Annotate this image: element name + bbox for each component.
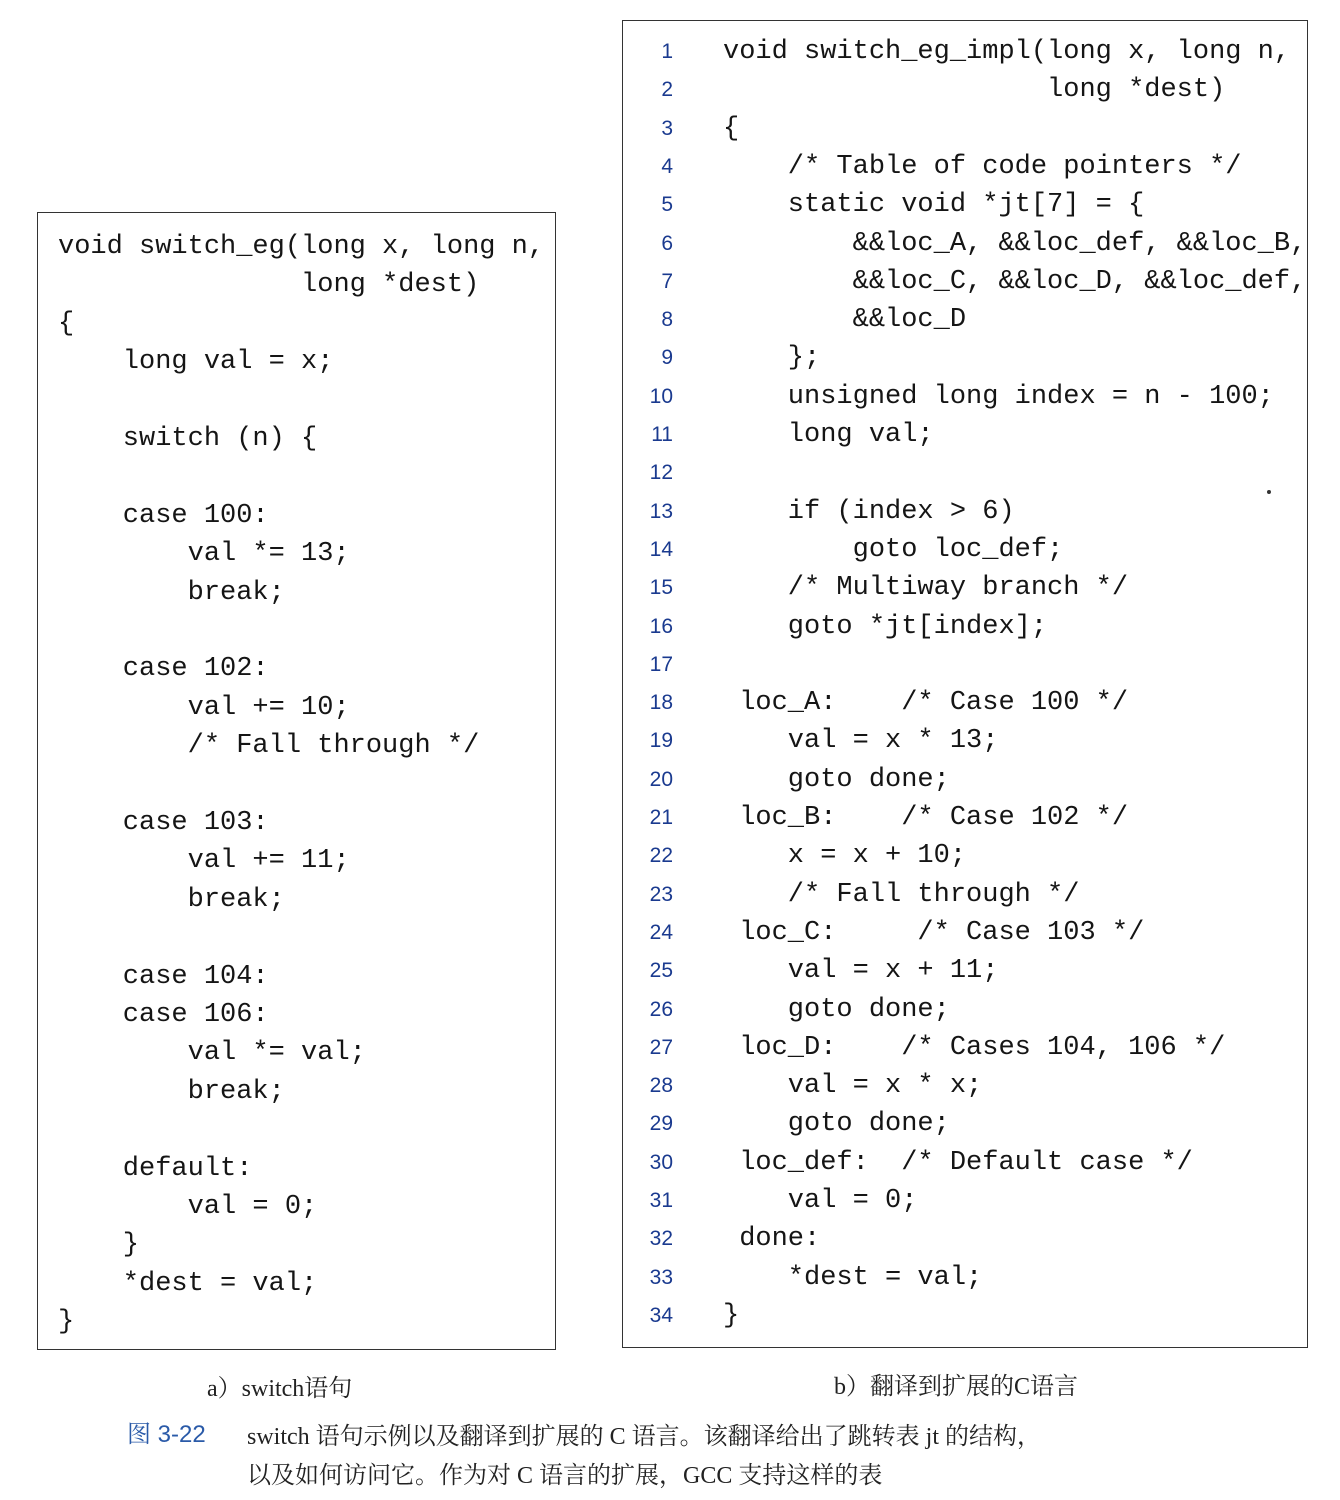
code-line: void switch_eg_impl(long x, long n, (723, 37, 1291, 67)
code-line: break; (58, 884, 285, 915)
line-number: 8 (661, 308, 673, 332)
code-line: loc_D: /* Cases 104, 106 */ (723, 1032, 1226, 1063)
code-line: *dest = val; (723, 1262, 983, 1293)
code-line: val += 10; (58, 692, 350, 723)
figure-label: 图 3-22 (127, 1421, 206, 1448)
figure-caption-line-2: 以及如何访问它。作为对 C 语言的扩展，GCC 支持这样的表 (247, 1463, 883, 1489)
line-number: 25 (649, 959, 673, 983)
code-line: unsigned long index = n - 100; (723, 381, 1274, 412)
code-line: val *= val; (58, 1038, 366, 1069)
line-number: 13 (649, 499, 673, 523)
code-line: *dest = val; (58, 1268, 318, 1299)
code-line: default: (58, 1153, 253, 1184)
code-panel-switch (37, 212, 556, 1350)
line-number: 2 (661, 78, 673, 102)
code-line: } (58, 1230, 140, 1261)
code-line: { (723, 113, 740, 144)
code-line: val = 0; (58, 1192, 318, 1222)
line-number: 34 (649, 1303, 673, 1327)
code-line: /* Multiway branch */ (723, 573, 1129, 604)
line-number: 7 (661, 269, 673, 293)
caption-panel-b: b）翻译到扩展的C语言 (834, 1374, 1079, 1400)
code-line: goto *jt[index]; (723, 611, 1048, 642)
code-line: long val; (723, 420, 934, 450)
line-number: 19 (649, 729, 673, 753)
code-line: done: (723, 1224, 821, 1255)
line-number: 21 (649, 806, 673, 829)
code-line: case 103: (58, 808, 269, 838)
code-line: switch (n) { (58, 424, 318, 454)
line-number: 27 (649, 1035, 673, 1059)
code-line: loc_A: /* Case 100 */ (723, 688, 1129, 719)
stray-dot (1267, 490, 1271, 494)
figure-caption-line-1: switch 语句示例以及翻译到扩展的 C 语言。该翻译给出了跳转表 jt 的结构， (247, 1424, 1042, 1450)
code-line: break; (58, 1076, 285, 1107)
line-number: 22 (649, 844, 673, 868)
code-line: x = x + 10; (723, 841, 967, 872)
line-number: 26 (649, 997, 673, 1021)
line-number: 24 (649, 920, 673, 944)
code-line: &&loc_A, &&loc_def, &&loc_B, (723, 228, 1307, 259)
line-number: 18 (649, 691, 673, 715)
code-line: if (index > 6) (723, 496, 1015, 527)
caption-panel-a: a）switch语句 (207, 1376, 353, 1402)
line-number: 4 (661, 154, 673, 178)
line-number: 17 (649, 652, 673, 676)
code-line: val = x * x; (723, 1071, 983, 1102)
code-line: goto done; (723, 764, 950, 795)
code-line: loc_C: /* Case 103 */ (723, 917, 1145, 948)
line-number: 3 (661, 116, 673, 140)
code-line: case 106: (58, 1000, 269, 1030)
code-line: case 104: (58, 961, 269, 992)
line-number: 23 (649, 882, 673, 906)
code-line: long val = x; (58, 347, 334, 378)
code-line: /* Fall through */ (723, 879, 1080, 910)
code-line: /* Fall through */ (58, 731, 480, 762)
code-line: /* Table of code pointers */ (723, 151, 1242, 182)
line-number: 20 (649, 767, 673, 791)
code-line: long *dest) (723, 75, 1226, 106)
code-line: case 102: (58, 654, 269, 685)
code-line: }; (723, 343, 821, 374)
code-panel-translated (622, 20, 1308, 1348)
code-line: val += 11; (58, 846, 350, 877)
code-line: goto done; (723, 1109, 950, 1140)
line-number: 28 (649, 1074, 673, 1098)
line-number: 12 (649, 461, 673, 485)
line-number: 30 (649, 1150, 673, 1174)
line-number: 5 (661, 193, 673, 217)
code-line: long *dest) (58, 270, 480, 301)
line-number: 14 (649, 537, 673, 561)
code-line: val = 0; (723, 1186, 918, 1216)
line-number: 33 (649, 1265, 673, 1289)
line-number: 31 (649, 1189, 673, 1212)
code-line: val = x * 13; (723, 726, 999, 757)
line-number: 16 (649, 614, 673, 638)
code-line: static void *jt[7] = { (723, 190, 1145, 221)
code-line: &&loc_C, &&loc_D, &&loc_def, (723, 266, 1307, 297)
code-line: { (58, 308, 75, 339)
line-number: 9 (661, 346, 673, 370)
line-number: 29 (649, 1112, 673, 1136)
code-line: &&loc_D (723, 305, 967, 336)
code-line: } (58, 1307, 75, 1338)
code-line: goto loc_def; (723, 534, 1064, 565)
line-number: 15 (649, 576, 673, 600)
code-line: void switch_eg(long x, long n, (58, 232, 545, 262)
code-line: } (723, 1300, 740, 1331)
line-number: 11 (651, 423, 673, 446)
code-line: val = x + 11; (723, 956, 999, 987)
line-number: 10 (649, 384, 673, 408)
code-line: val *= 13; (58, 539, 350, 570)
code-line: loc_B: /* Case 102 */ (723, 803, 1129, 833)
code-line: loc_def: /* Default case */ (723, 1147, 1193, 1178)
code-line: case 100: (58, 500, 269, 531)
code-line: break; (58, 577, 285, 608)
line-number: 6 (661, 231, 673, 255)
line-number: 1 (661, 40, 673, 63)
code-line: goto done; (723, 994, 950, 1025)
line-number: 32 (649, 1227, 673, 1251)
